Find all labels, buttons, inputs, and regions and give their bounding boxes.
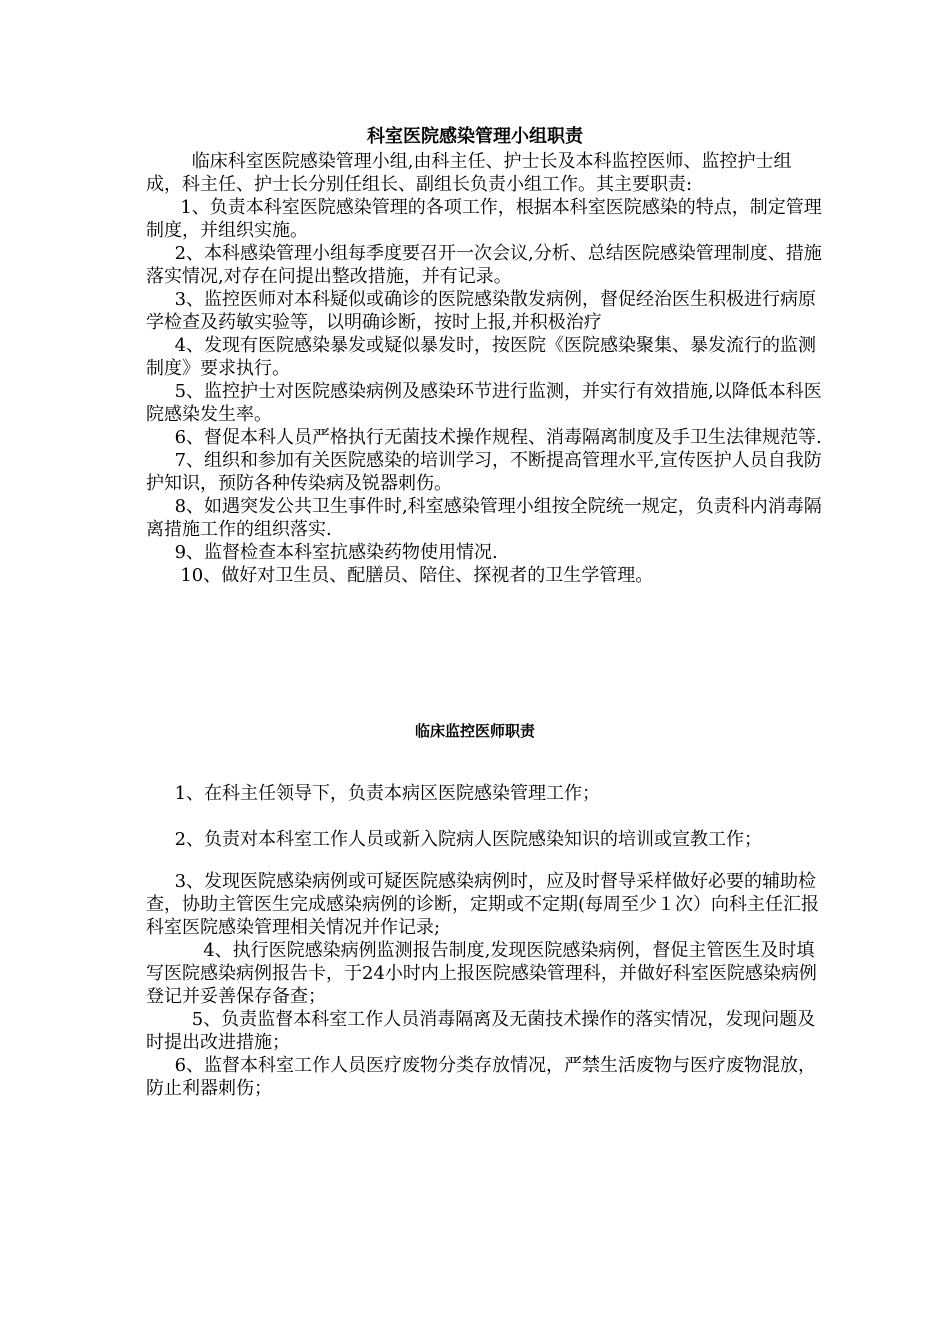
section2-title: 临床监控医师职责	[414, 722, 535, 740]
duty-item: 10、做好对卫生员、配膳员、陪住、探视者的卫生学管理。	[146, 565, 654, 586]
duties-section	[146, 150, 826, 587]
duty-item: 5、监控护士对医院感染病例及感染环节进行监测，并实行有效措施,以降低本科医院感染发生率。	[146, 381, 822, 425]
duty-item: 6、督促本科人员严格执行无菌技术操作规程、消毒隔离制度及手卫生法律规范等.	[146, 427, 822, 448]
physician-duty-item: 2、负责对本科室工作人员或新入院病人医院感染知识的培训或宣教工作；	[146, 829, 763, 850]
duty-item: 1、负责本科室医院感染管理的各项工作，根据本科室医院感染的特点，制定管理制度，并组织实施。	[146, 197, 822, 241]
physician-duties-section	[146, 782, 826, 1100]
physician-duty-item: 4、执行医院感染病例监测报告制度,发现医院感染病例，督促主管医生及时填写医院感染病例报告卡，于24小时内上报医院感染管理科，并做好科室医院感染病例登记并妥善保存备查；	[146, 940, 817, 1007]
duty-item: 3、监控医师对本科疑似或确诊的医院感染散发病例，督促经治医生积极进行病原学检查及药敏实验等，以明确诊断，按时上报,并积极治疗	[146, 289, 817, 333]
physician-duty-item: 6、监督本科室工作人员医疗废物分类存放情况，严禁生活废物与医疗废物混放，防止利器刺伤；	[146, 1055, 817, 1099]
physician-duty-item: 5、负责监督本科室工作人员消毒隔离及无菌技术操作的落实情况，发现问题及时提出改进措施；	[146, 1009, 816, 1053]
duty-item: 7、组织和参加有关医院感染的培训学习，不断提高管理水平,宣传医护人员自我防护知识，预防各种传染病及锐器刺伤。	[146, 450, 822, 494]
document-title: 科室医院感染管理小组职责	[367, 126, 583, 147]
duty-item: 2、本科感染管理小组每季度要召开一次会议,分析、总结医院感染管理制度、措施落实情况,对存在问提出整改措施，并有记录。	[146, 243, 822, 287]
physician-duty-item: 3、发现医院感染病例或可疑医院感染病例时，应及时督导采样做好必要的辅助检查，协助主管医生完成感染病例的诊断，定期或不定期(每周至少１次）向科主任汇报科室医院感染管理相关情况并作记录;	[146, 871, 820, 938]
physician-duty-item: 1、在科主任领导下，负责本病区医院感染管理工作；	[146, 783, 601, 804]
duty-item: 9、监督检查本科室抗感染药物使用情况.	[146, 542, 498, 563]
duty-item: 8、如遇突发公共卫生事件时,科室感染管理小组按全院统一规定，负责科内消毒隔离措施工作的组织落实.	[146, 496, 822, 540]
duty-item: 4、发现有医院感染暴发或疑似暴发时，按医院《医院感染聚集、暴发流行的监测制度》要求执行。	[146, 335, 817, 379]
intro-paragraph: 临床科室医院感染管理小组,由科主任、护士长及本科监控医师、监控护士组成，科主任、护士长分别任组长、副组长负责小组工作。其主要职责:	[146, 151, 792, 195]
